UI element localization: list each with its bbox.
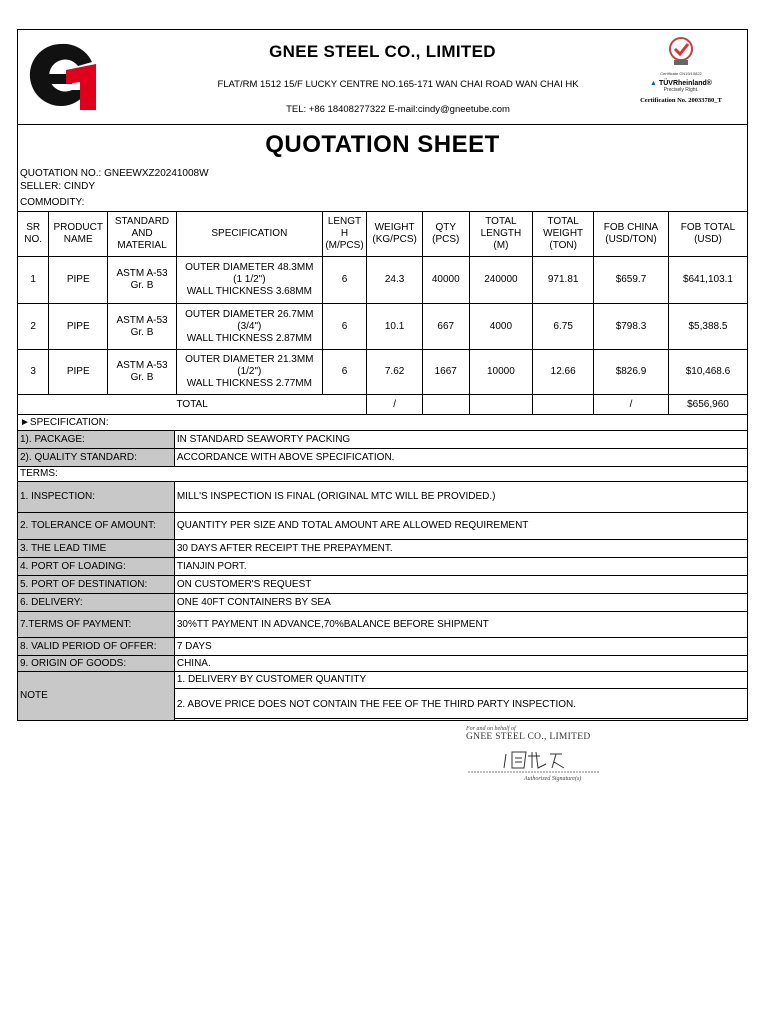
sr-cell: 2 <box>18 304 49 350</box>
header-cell: TOTAL WEIGHT (TON) <box>533 212 594 257</box>
note-label: NOTE <box>18 672 175 721</box>
term-value: CHINA. <box>174 656 747 672</box>
header-cell: WEIGHT (KG/PCS) <box>367 212 423 257</box>
handwritten-signature <box>466 746 616 780</box>
sr-cell: 1 <box>18 257 49 304</box>
total-length-cell: 4000 <box>469 304 533 350</box>
term-label: 1. INSPECTION: <box>18 482 175 513</box>
empty-cell <box>422 395 469 415</box>
header-cell: TOTAL LENGTH (M) <box>469 212 533 257</box>
empty-cell <box>469 395 533 415</box>
signature-behalf-text: For and on behalf of <box>466 726 516 732</box>
term-value: QUANTITY PER SIZE AND TOTAL AMOUNT ARE ALLOWED REQUIREMENT <box>174 513 747 540</box>
terms-table <box>17 414 748 721</box>
table-header-row <box>18 212 748 257</box>
total-row <box>18 395 748 415</box>
certification-block <box>621 36 741 120</box>
fob-china-cell: $826.9 <box>594 350 669 395</box>
specification-heading: ►SPECIFICATION: <box>18 415 748 431</box>
term-label: 2. TOLERANCE OF AMOUNT: <box>18 513 175 540</box>
signature-company: GNEE STEEL CO., LIMITED <box>466 732 591 742</box>
document-title: QUOTATION SHEET <box>265 131 500 158</box>
term-label: 8. VALID PERIOD OF OFFER: <box>18 638 175 656</box>
term-value: 7 DAYS <box>174 638 747 656</box>
fob-china-cell: $659.7 <box>594 257 669 304</box>
quotation-table <box>17 211 748 415</box>
qty-cell: 40000 <box>422 257 469 304</box>
terms-heading: TERMS: <box>18 467 748 482</box>
company-name: GNEE STEEL CO., LIMITED <box>269 42 496 61</box>
length-cell: 6 <box>322 350 367 395</box>
total-weight-cell: 971.81 <box>533 257 594 304</box>
letterhead <box>18 30 747 125</box>
fob-total-cell: $641,103.1 <box>668 257 747 304</box>
table-row <box>18 304 748 350</box>
term-value: ONE 40FT CONTAINERS BY SEA <box>174 594 747 612</box>
standard-cell: ASTM A-53 Gr. B <box>108 304 177 350</box>
signature-stamp <box>466 726 616 796</box>
term-label: 4. PORT OF LOADING: <box>18 558 175 576</box>
spec-cell: OUTER DIAMETER 21.3MM (1/2") WALL THICKNESS 2.77MM <box>176 350 322 395</box>
fob-total-cell: $10,468.6 <box>668 350 747 395</box>
quotation-number: QUOTATION NO.: GNEEWXZ20241008W <box>20 168 209 179</box>
header-cell: STANDARD AND MATERIAL <box>108 212 177 257</box>
term-value: 30%TT PAYMENT IN ADVANCE,70%BALANCE BEFORE SHIPMENT <box>174 612 747 638</box>
note-item: 1. DELIVERY BY CUSTOMER QUANTITY <box>174 672 747 689</box>
tuv-logo-text <box>621 80 741 87</box>
header-cell: SPECIFICATION <box>176 212 322 257</box>
term-value: ON CUSTOMER'S REQUEST <box>174 576 747 594</box>
note-item: 2. ABOVE PRICE DOES NOT CONTAIN THE FEE OF THE THIRD PARTY INSPECTION. <box>174 689 747 721</box>
weight-cell: 7.62 <box>367 350 423 395</box>
length-cell: 6 <box>322 304 367 350</box>
product-cell: PIPE <box>49 257 108 304</box>
term-label: 6. DELIVERY: <box>18 594 175 612</box>
spec-cell: OUTER DIAMETER 48.3MM (1 1/2") WALL THICKNESS 3.68MM <box>176 257 322 304</box>
header-cell: PRODUCT NAME <box>49 212 108 257</box>
header-cell: FOB CHINA (USD/TON) <box>594 212 669 257</box>
total-weight-cell: 12.66 <box>533 350 594 395</box>
fob-china-cell: $798.3 <box>594 304 669 350</box>
signature-caption: Authorized Signature(s) <box>524 776 582 782</box>
weight-cell: 24.3 <box>367 257 423 304</box>
product-cell: PIPE <box>49 304 108 350</box>
term-label: 7.TERMS OF PAYMENT: <box>18 612 175 638</box>
term-value: 30 DAYS AFTER RECEIPT THE PREPAYMENT. <box>174 540 747 558</box>
header-cell: LENGT H (M/PCS) <box>322 212 367 257</box>
total-length-cell: 10000 <box>469 350 533 395</box>
standard-cell: ASTM A-53 Gr. B <box>108 257 177 304</box>
term-value: TIANJIN PORT. <box>174 558 747 576</box>
tuv-triangle-icon: ▲ <box>650 80 657 87</box>
term-label: 3. THE LEAD TIME <box>18 540 175 558</box>
empty-cell <box>533 395 594 415</box>
term-value: ACCORDANCE WITH ABOVE SPECIFICATION. <box>174 449 747 467</box>
spec-cell: OUTER DIAMETER 26.7MM (3/4") WALL THICKNESS 2.87MM <box>176 304 322 350</box>
header-cell: QTY (PCS) <box>422 212 469 257</box>
total-weight-cell: 6.75 <box>533 304 594 350</box>
qty-cell: 667 <box>422 304 469 350</box>
total-weight-placeholder: / <box>367 395 423 415</box>
header-cell: SR NO. <box>18 212 49 257</box>
company-contact: TEL: +86 18408277322 E-mail:cindy@gneetube.com <box>286 104 510 115</box>
table-row <box>18 350 748 395</box>
total-fob-china-placeholder: / <box>594 395 669 415</box>
total-length-cell: 240000 <box>469 257 533 304</box>
term-label: 9. ORIGIN OF GOODS: <box>18 656 175 672</box>
term-value: IN STANDARD SEAWORTY PACKING <box>174 431 747 449</box>
term-value: MILL'S INSPECTION IS FINAL (ORIGINAL MTC WILL BE PROVIDED.) <box>174 482 747 513</box>
commodity: COMMODITY: <box>20 197 85 208</box>
length-cell: 6 <box>322 257 367 304</box>
total-label: TOTAL <box>18 395 367 415</box>
table-row <box>18 257 748 304</box>
company-address: FLAT/RM 1512 15/F LUCKY CENTRE NO.165-171 WAN CHAI ROAD WAN CHAI HK <box>217 79 579 90</box>
tuv-label: TÜVRheinland® <box>658 80 712 87</box>
product-cell: PIPE <box>49 350 108 395</box>
term-label: 1). PACKAGE: <box>18 431 175 449</box>
certification-number: Certification No. 20033780_T <box>640 97 722 104</box>
fob-total-cell: $5,388.5 <box>668 304 747 350</box>
tuv-tagline: Precisely Right. <box>663 87 699 93</box>
term-label: 5. PORT OF DESTINATION: <box>18 576 175 594</box>
sgs-seal-icon <box>664 36 698 66</box>
quotation-sheet <box>17 29 748 719</box>
weight-cell: 10.1 <box>367 304 423 350</box>
term-label: 2). QUALITY STANDARD: <box>18 449 175 467</box>
sgs-certificate-text: Certificate CN19/10822 <box>660 71 702 76</box>
standard-cell: ASTM A-53 Gr. B <box>108 350 177 395</box>
total-fob-total: $656,960 <box>668 395 747 415</box>
sr-cell: 3 <box>18 350 49 395</box>
qty-cell: 1667 <box>422 350 469 395</box>
seller: SELLER: CINDY <box>20 181 96 192</box>
header-cell: FOB TOTAL (USD) <box>668 212 747 257</box>
